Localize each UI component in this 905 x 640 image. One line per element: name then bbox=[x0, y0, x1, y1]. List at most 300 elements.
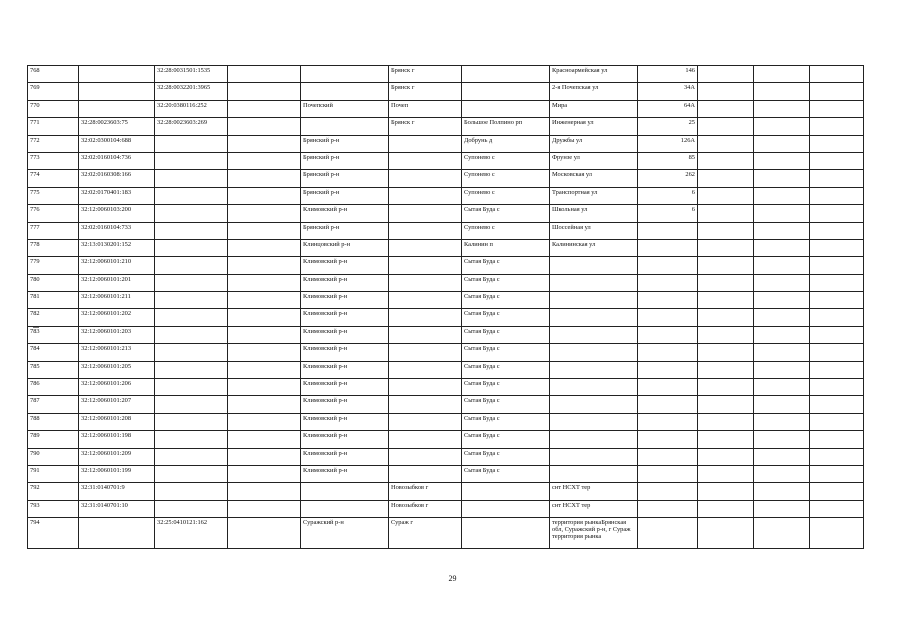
district-cell: Брянский р-н bbox=[301, 135, 389, 152]
table-row bbox=[28, 309, 864, 326]
row-number-cell: 779 bbox=[28, 257, 79, 274]
locality-cell: Супонево с bbox=[462, 222, 550, 239]
empty-cell bbox=[698, 222, 754, 239]
street-cell bbox=[550, 309, 638, 326]
empty-cell bbox=[754, 448, 810, 465]
row-number-cell: 778 bbox=[28, 239, 79, 256]
table-row bbox=[28, 448, 864, 465]
street-cell bbox=[550, 361, 638, 378]
cadastral-number-cell: 32:02:0160104:736 bbox=[79, 152, 155, 169]
row-number-cell: 776 bbox=[28, 205, 79, 222]
empty-cell bbox=[228, 187, 301, 204]
house-number-cell bbox=[638, 465, 698, 482]
locality-cell: Сытая Буда с bbox=[462, 361, 550, 378]
empty-cell bbox=[228, 413, 301, 430]
building-cadastral-number-cell: 32:28:0023603:269 bbox=[155, 118, 228, 135]
table-row bbox=[28, 205, 864, 222]
house-number-cell: 262 bbox=[638, 170, 698, 187]
row-number-cell: 791 bbox=[28, 465, 79, 482]
empty-cell bbox=[698, 239, 754, 256]
street-cell bbox=[550, 326, 638, 343]
building-cadastral-number-cell bbox=[155, 292, 228, 309]
empty-cell bbox=[810, 344, 864, 361]
locality-cell bbox=[462, 483, 550, 500]
cadastral-number-cell: 32:12:0060101:205 bbox=[79, 361, 155, 378]
empty-cell bbox=[754, 170, 810, 187]
building-cadastral-number-cell bbox=[155, 483, 228, 500]
city-cell bbox=[389, 465, 462, 482]
empty-cell bbox=[228, 292, 301, 309]
house-number-cell: 34А bbox=[638, 83, 698, 100]
street-cell: Калининская ул bbox=[550, 239, 638, 256]
empty-cell bbox=[810, 448, 864, 465]
empty-cell bbox=[228, 309, 301, 326]
district-cell bbox=[301, 118, 389, 135]
district-cell: Климовский р-н bbox=[301, 274, 389, 291]
street-cell: 2-я Почепская ул bbox=[550, 83, 638, 100]
row-number-cell: 781 bbox=[28, 292, 79, 309]
city-cell bbox=[389, 431, 462, 448]
empty-cell bbox=[810, 518, 864, 549]
city-cell bbox=[389, 187, 462, 204]
table-row bbox=[28, 170, 864, 187]
locality-cell: Калинин п bbox=[462, 239, 550, 256]
house-number-cell bbox=[638, 257, 698, 274]
empty-cell bbox=[810, 222, 864, 239]
building-cadastral-number-cell bbox=[155, 431, 228, 448]
building-cadastral-number-cell bbox=[155, 222, 228, 239]
cadastral-number-cell: 32:12:0060103:200 bbox=[79, 205, 155, 222]
empty-cell bbox=[698, 396, 754, 413]
table-row bbox=[28, 239, 864, 256]
city-cell bbox=[389, 222, 462, 239]
empty-cell bbox=[698, 465, 754, 482]
cadastral-number-cell bbox=[79, 66, 155, 83]
city-cell: Брянск г bbox=[389, 66, 462, 83]
table-row bbox=[28, 500, 864, 517]
empty-cell bbox=[698, 135, 754, 152]
street-cell bbox=[550, 413, 638, 430]
house-number-cell bbox=[638, 309, 698, 326]
table-row bbox=[28, 152, 864, 169]
city-cell bbox=[389, 152, 462, 169]
city-cell bbox=[389, 205, 462, 222]
building-cadastral-number-cell bbox=[155, 187, 228, 204]
city-cell bbox=[389, 292, 462, 309]
empty-cell bbox=[810, 205, 864, 222]
cadastral-number-cell: 32:12:0060101:201 bbox=[79, 274, 155, 291]
empty-cell bbox=[810, 431, 864, 448]
empty-cell bbox=[754, 274, 810, 291]
district-cell: Климовский р-н bbox=[301, 448, 389, 465]
row-number-cell: 793 bbox=[28, 500, 79, 517]
locality-cell: Сытая Буда с bbox=[462, 465, 550, 482]
city-cell bbox=[389, 309, 462, 326]
row-number-cell: 789 bbox=[28, 431, 79, 448]
cadastral-number-cell: 32:12:0060101:207 bbox=[79, 396, 155, 413]
district-cell: Климовский р-н bbox=[301, 326, 389, 343]
row-number-cell: 790 bbox=[28, 448, 79, 465]
city-cell bbox=[389, 396, 462, 413]
empty-cell bbox=[698, 83, 754, 100]
street-cell: Дружбы ул bbox=[550, 135, 638, 152]
district-cell: Климовский р-н bbox=[301, 465, 389, 482]
empty-cell bbox=[810, 239, 864, 256]
street-cell: Школьная ул bbox=[550, 205, 638, 222]
empty-cell bbox=[754, 222, 810, 239]
empty-cell bbox=[754, 239, 810, 256]
building-cadastral-number-cell: 32:28:0032201:3965 bbox=[155, 83, 228, 100]
empty-cell bbox=[754, 83, 810, 100]
cadastral-number-cell bbox=[79, 83, 155, 100]
locality-cell bbox=[462, 100, 550, 117]
locality-cell: Сытая Буда с bbox=[462, 413, 550, 430]
empty-cell bbox=[228, 483, 301, 500]
empty-cell bbox=[754, 431, 810, 448]
city-cell bbox=[389, 326, 462, 343]
table-row bbox=[28, 222, 864, 239]
empty-cell bbox=[754, 344, 810, 361]
row-number-cell: 783 bbox=[28, 326, 79, 343]
building-cadastral-number-cell bbox=[155, 257, 228, 274]
house-number-cell: 6 bbox=[638, 205, 698, 222]
empty-cell bbox=[228, 118, 301, 135]
empty-cell bbox=[698, 431, 754, 448]
empty-cell bbox=[698, 500, 754, 517]
cadastral-number-cell: 32:12:0060101:198 bbox=[79, 431, 155, 448]
row-number-cell: 788 bbox=[28, 413, 79, 430]
row-number-cell: 775 bbox=[28, 187, 79, 204]
empty-cell bbox=[754, 257, 810, 274]
locality-cell bbox=[462, 83, 550, 100]
locality-cell: Большое Полпино рп bbox=[462, 118, 550, 135]
row-number-cell: 773 bbox=[28, 152, 79, 169]
table-row bbox=[28, 344, 864, 361]
table-row bbox=[28, 257, 864, 274]
house-number-cell bbox=[638, 326, 698, 343]
locality-cell: Супонево с bbox=[462, 152, 550, 169]
district-cell: Климовский р-н bbox=[301, 257, 389, 274]
house-number-cell bbox=[638, 518, 698, 549]
empty-cell bbox=[754, 379, 810, 396]
locality-cell: Сытая Буда с bbox=[462, 379, 550, 396]
empty-cell bbox=[754, 152, 810, 169]
street-cell: территория рынкаБрянская обл, Суражский р-н, г Сураж территория рынка bbox=[550, 518, 638, 549]
city-cell: Брянск г bbox=[389, 83, 462, 100]
empty-cell bbox=[228, 431, 301, 448]
building-cadastral-number-cell bbox=[155, 274, 228, 291]
empty-cell bbox=[228, 344, 301, 361]
building-cadastral-number-cell: 32:25:0410121:162 bbox=[155, 518, 228, 549]
building-cadastral-number-cell bbox=[155, 170, 228, 187]
empty-cell bbox=[228, 222, 301, 239]
district-cell: Климовский р-н bbox=[301, 344, 389, 361]
empty-cell bbox=[698, 187, 754, 204]
building-cadastral-number-cell bbox=[155, 135, 228, 152]
empty-cell bbox=[754, 292, 810, 309]
empty-cell bbox=[698, 152, 754, 169]
table-row bbox=[28, 483, 864, 500]
empty-cell bbox=[810, 66, 864, 83]
row-number-cell: 780 bbox=[28, 274, 79, 291]
city-cell bbox=[389, 448, 462, 465]
empty-cell bbox=[228, 83, 301, 100]
district-cell: Брянский р-н bbox=[301, 187, 389, 204]
table-row bbox=[28, 187, 864, 204]
city-cell: Почеп bbox=[389, 100, 462, 117]
district-cell: Клинцовский р-н bbox=[301, 239, 389, 256]
empty-cell bbox=[810, 465, 864, 482]
row-number-cell: 772 bbox=[28, 135, 79, 152]
empty-cell bbox=[754, 100, 810, 117]
building-cadastral-number-cell bbox=[155, 465, 228, 482]
locality-cell: Сытая Буда с bbox=[462, 205, 550, 222]
table-body bbox=[28, 66, 864, 549]
empty-cell bbox=[698, 170, 754, 187]
cadastral-number-cell: 32:12:0060101:199 bbox=[79, 465, 155, 482]
empty-cell bbox=[228, 326, 301, 343]
empty-cell bbox=[228, 239, 301, 256]
empty-cell bbox=[228, 66, 301, 83]
cadastral-number-cell: 32:12:0060101:211 bbox=[79, 292, 155, 309]
cadastral-number-cell: 32:12:0060101:202 bbox=[79, 309, 155, 326]
locality-cell: Сытая Буда с bbox=[462, 257, 550, 274]
district-cell: Климовский р-н bbox=[301, 361, 389, 378]
empty-cell bbox=[698, 361, 754, 378]
cadastral-number-cell: 32:28:0023603:75 bbox=[79, 118, 155, 135]
empty-cell bbox=[228, 152, 301, 169]
building-cadastral-number-cell bbox=[155, 379, 228, 396]
district-cell: Климовский р-н bbox=[301, 396, 389, 413]
row-number-cell: 784 bbox=[28, 344, 79, 361]
empty-cell bbox=[810, 100, 864, 117]
street-cell bbox=[550, 448, 638, 465]
empty-cell bbox=[810, 274, 864, 291]
house-number-cell: 146 bbox=[638, 66, 698, 83]
city-cell bbox=[389, 135, 462, 152]
empty-cell bbox=[698, 344, 754, 361]
city-cell bbox=[389, 344, 462, 361]
locality-cell: Добрунь д bbox=[462, 135, 550, 152]
street-cell bbox=[550, 292, 638, 309]
district-cell: Климовский р-н bbox=[301, 379, 389, 396]
building-cadastral-number-cell bbox=[155, 500, 228, 517]
row-number-cell: 785 bbox=[28, 361, 79, 378]
empty-cell bbox=[228, 396, 301, 413]
empty-cell bbox=[698, 257, 754, 274]
street-cell: снт НСХТ тер bbox=[550, 483, 638, 500]
empty-cell bbox=[698, 118, 754, 135]
empty-cell bbox=[810, 379, 864, 396]
table-row bbox=[28, 274, 864, 291]
empty-cell bbox=[754, 483, 810, 500]
row-number-cell: 769 bbox=[28, 83, 79, 100]
table-row bbox=[28, 135, 864, 152]
table-row bbox=[28, 361, 864, 378]
building-cadastral-number-cell bbox=[155, 309, 228, 326]
district-cell: Климовский р-н bbox=[301, 292, 389, 309]
empty-cell bbox=[810, 170, 864, 187]
house-number-cell bbox=[638, 379, 698, 396]
district-cell bbox=[301, 66, 389, 83]
city-cell bbox=[389, 170, 462, 187]
empty-cell bbox=[754, 500, 810, 517]
table-row bbox=[28, 396, 864, 413]
cadastral-number-cell: 32:12:0060101:203 bbox=[79, 326, 155, 343]
empty-cell bbox=[228, 205, 301, 222]
row-number-cell: 786 bbox=[28, 379, 79, 396]
city-cell bbox=[389, 239, 462, 256]
empty-cell bbox=[698, 66, 754, 83]
empty-cell bbox=[754, 465, 810, 482]
city-cell bbox=[389, 274, 462, 291]
cadastral-number-cell: 32:12:0060101:213 bbox=[79, 344, 155, 361]
building-cadastral-number-cell bbox=[155, 396, 228, 413]
house-number-cell bbox=[638, 361, 698, 378]
empty-cell bbox=[754, 396, 810, 413]
locality-cell: Сытая Буда с bbox=[462, 448, 550, 465]
district-cell: Климовский р-н bbox=[301, 431, 389, 448]
table-row bbox=[28, 465, 864, 482]
cadastral-number-cell: 32:02:0160308:166 bbox=[79, 170, 155, 187]
district-cell: Климовский р-н bbox=[301, 205, 389, 222]
table-row bbox=[28, 326, 864, 343]
street-cell: Инженерная ул bbox=[550, 118, 638, 135]
empty-cell bbox=[754, 361, 810, 378]
house-number-cell bbox=[638, 500, 698, 517]
locality-cell: Сытая Буда с bbox=[462, 431, 550, 448]
empty-cell bbox=[754, 413, 810, 430]
locality-cell: Сытая Буда с bbox=[462, 309, 550, 326]
cadastral-number-cell: 32:12:0060101:208 bbox=[79, 413, 155, 430]
empty-cell bbox=[810, 396, 864, 413]
empty-cell bbox=[228, 100, 301, 117]
row-number-cell: 771 bbox=[28, 118, 79, 135]
house-number-cell bbox=[638, 448, 698, 465]
locality-cell: Супонево с bbox=[462, 187, 550, 204]
house-number-cell bbox=[638, 239, 698, 256]
empty-cell bbox=[698, 292, 754, 309]
street-cell bbox=[550, 379, 638, 396]
empty-cell bbox=[228, 518, 301, 549]
street-cell: Московская ул bbox=[550, 170, 638, 187]
street-cell: Мира bbox=[550, 100, 638, 117]
empty-cell bbox=[228, 135, 301, 152]
locality-cell bbox=[462, 518, 550, 549]
district-cell bbox=[301, 500, 389, 517]
table-row bbox=[28, 379, 864, 396]
house-number-cell bbox=[638, 222, 698, 239]
locality-cell: Супонево с bbox=[462, 170, 550, 187]
cadastral-number-cell bbox=[79, 100, 155, 117]
cadastral-number-cell: 32:31:0140701:9 bbox=[79, 483, 155, 500]
house-number-cell bbox=[638, 344, 698, 361]
row-number-cell: 777 bbox=[28, 222, 79, 239]
empty-cell bbox=[228, 274, 301, 291]
street-cell bbox=[550, 257, 638, 274]
street-cell bbox=[550, 431, 638, 448]
building-cadastral-number-cell bbox=[155, 239, 228, 256]
empty-cell bbox=[698, 309, 754, 326]
cadastral-number-cell: 32:31:0140701:10 bbox=[79, 500, 155, 517]
house-number-cell bbox=[638, 483, 698, 500]
empty-cell bbox=[810, 118, 864, 135]
building-cadastral-number-cell bbox=[155, 344, 228, 361]
empty-cell bbox=[228, 361, 301, 378]
row-number-cell: 787 bbox=[28, 396, 79, 413]
empty-cell bbox=[810, 361, 864, 378]
district-cell: Почепский bbox=[301, 100, 389, 117]
street-cell: Шоссейная ул bbox=[550, 222, 638, 239]
building-cadastral-number-cell bbox=[155, 205, 228, 222]
cadastral-number-cell: 32:02:0160104:733 bbox=[79, 222, 155, 239]
district-cell: Брянский р-н bbox=[301, 222, 389, 239]
empty-cell bbox=[810, 413, 864, 430]
empty-cell bbox=[754, 187, 810, 204]
empty-cell bbox=[228, 379, 301, 396]
house-number-cell: 126А bbox=[638, 135, 698, 152]
locality-cell: Сытая Буда с bbox=[462, 292, 550, 309]
city-cell: Новозыбков г bbox=[389, 483, 462, 500]
empty-cell bbox=[698, 326, 754, 343]
empty-cell bbox=[754, 518, 810, 549]
cadastral-number-cell: 32:12:0060101:210 bbox=[79, 257, 155, 274]
street-cell bbox=[550, 465, 638, 482]
house-number-cell: 64А bbox=[638, 100, 698, 117]
empty-cell bbox=[810, 326, 864, 343]
house-number-cell bbox=[638, 431, 698, 448]
empty-cell bbox=[754, 66, 810, 83]
street-cell: Фрунзе ул bbox=[550, 152, 638, 169]
city-cell: Новозыбков г bbox=[389, 500, 462, 517]
empty-cell bbox=[754, 309, 810, 326]
building-cadastral-number-cell bbox=[155, 413, 228, 430]
empty-cell bbox=[810, 500, 864, 517]
city-cell bbox=[389, 413, 462, 430]
district-cell: Суражский р-н bbox=[301, 518, 389, 549]
street-cell bbox=[550, 274, 638, 291]
empty-cell bbox=[810, 83, 864, 100]
cadastral-number-cell: 32:02:0300104:688 bbox=[79, 135, 155, 152]
district-cell: Брянский р-н bbox=[301, 170, 389, 187]
table-row bbox=[28, 66, 864, 83]
locality-cell: Сытая Буда с bbox=[462, 396, 550, 413]
district-cell bbox=[301, 83, 389, 100]
row-number-cell: 768 bbox=[28, 66, 79, 83]
building-cadastral-number-cell bbox=[155, 152, 228, 169]
table-row bbox=[28, 118, 864, 135]
locality-cell: Сытая Буда с bbox=[462, 326, 550, 343]
locality-cell bbox=[462, 66, 550, 83]
empty-cell bbox=[698, 379, 754, 396]
empty-cell bbox=[228, 170, 301, 187]
empty-cell bbox=[810, 187, 864, 204]
row-number-cell: 794 bbox=[28, 518, 79, 549]
cadastral-number-cell: 32:13:0130201:152 bbox=[79, 239, 155, 256]
empty-cell bbox=[810, 257, 864, 274]
page-number: 29 bbox=[448, 574, 457, 583]
cadastral-number-cell: 32:02:0170401:183 bbox=[79, 187, 155, 204]
city-cell: Сураж г bbox=[389, 518, 462, 549]
building-cadastral-number-cell: 32:28:0031501:1535 bbox=[155, 66, 228, 83]
empty-cell bbox=[810, 309, 864, 326]
row-number-cell: 782 bbox=[28, 309, 79, 326]
street-cell: Красноармейская ул bbox=[550, 66, 638, 83]
empty-cell bbox=[810, 135, 864, 152]
empty-cell bbox=[698, 205, 754, 222]
table-row bbox=[28, 431, 864, 448]
street-cell bbox=[550, 344, 638, 361]
